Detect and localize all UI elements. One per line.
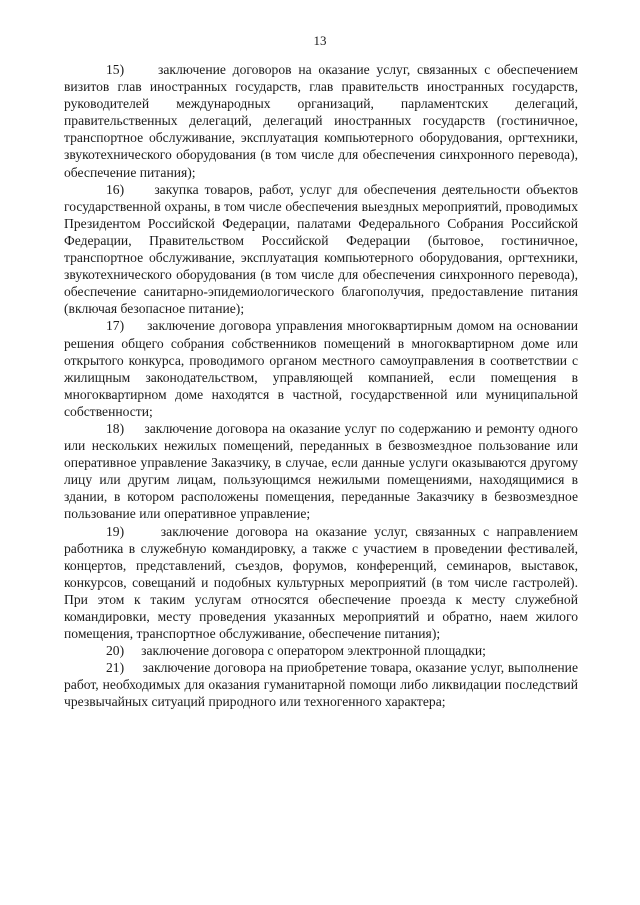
item-text: заключение договора на оказание услуг, связанных с направлением работника в служебную командировку, а также с участием в проведении фестивалей, концертов, представлений, съездов, форумов, конференций, семинаров, выставок, конкурсов, совещаний и подобных культурных мероприятий (в том числе гастролей). При этом к таким услугам относятся обеспечение проезда к месту служебной командировки, месту проведения указанных мероприятий и обратно, наем жилого помещения, транспортное обслуживание, обеспечение питания); <box>64 523 578 642</box>
list-item-17 <box>64 317 578 420</box>
item-text: заключение договора на оказание услуг по содержанию и ремонту одного или нескольких нежилых помещений, переданных в безвозмездное пользование или оперативное управление Заказчику, в случае, если данные услуги оказываются другому лицу или другим лицам, пользующимся нежилыми помещениями, находящимися в здании, в котором расположены помещения, переданные Заказчику в безвозмездное пользование или оперативное управление; <box>64 420 578 522</box>
item-number: 16) <box>106 181 125 197</box>
item-text: закупка товаров, работ, услуг для обеспечения деятельности объектов государственной охраны, в том числе обеспечения выездных мероприятий, проводимых Президентом Российской Федерации, палатами Федерального Собрания Российской Федерации, Правительством Российской Федерации (бытовое, гостиничное, транспортное обслуживание, эксплуатация компьютерного оборудования, оргтехники, звукотехнического оборудования (в том числе для обеспечения синхронного перевода), обеспечение санитарно-эпидемиологического благополучия, предоставление питания (включая безопасное питание); <box>64 181 578 317</box>
item-text: заключение договора на приобретение товара, оказание услуг, выполнение работ, необходимых для оказания гуманитарной помощи либо ликвидации последствий чрезвычайных ситуаций природного или техногенного характера; <box>64 660 578 710</box>
item-number: 19) <box>106 523 125 539</box>
list-item-20 <box>64 642 578 659</box>
item-text: заключение договоров на оказание услуг, связанных с обеспечением визитов глав иностранных государств, глав правительств иностранных государств, руководителей международных организаций, парламентских делегаций, правительственных делегаций, делегаций иностранных государств (гостиничное, транспортное обслуживание, эксплуатация компьютерного оборудования, оргтехники, звукотехнического оборудования (в том числе для обеспечения синхронного перевода), обеспечение питания); <box>64 62 578 180</box>
document-body <box>64 61 578 711</box>
item-number: 21) <box>106 660 125 676</box>
item-number: 18) <box>106 420 125 436</box>
list-item-18 <box>64 420 578 523</box>
item-number: 20) <box>106 643 125 659</box>
list-item-21 <box>64 659 578 710</box>
item-text: заключение договора с оператором электронной площадки; <box>141 643 486 659</box>
page-number: 13 <box>313 33 327 48</box>
list-item-16 <box>64 181 578 318</box>
item-text: заключение договора управления многоквартирным домом на основании решения общего собрания собственников помещений в многоквартирном доме или открытого конкурса, проводимого органом местного самоуправления в соответствии с жилищным законодательством, управляющей компанией, если помещения в многоквартирном доме находятся в частной, государственной или муниципальной собственности; <box>64 318 578 419</box>
item-number: 15) <box>106 62 125 77</box>
item-number: 17) <box>106 318 125 334</box>
list-item-19 <box>64 523 578 643</box>
list-item-15 <box>64 61 578 181</box>
